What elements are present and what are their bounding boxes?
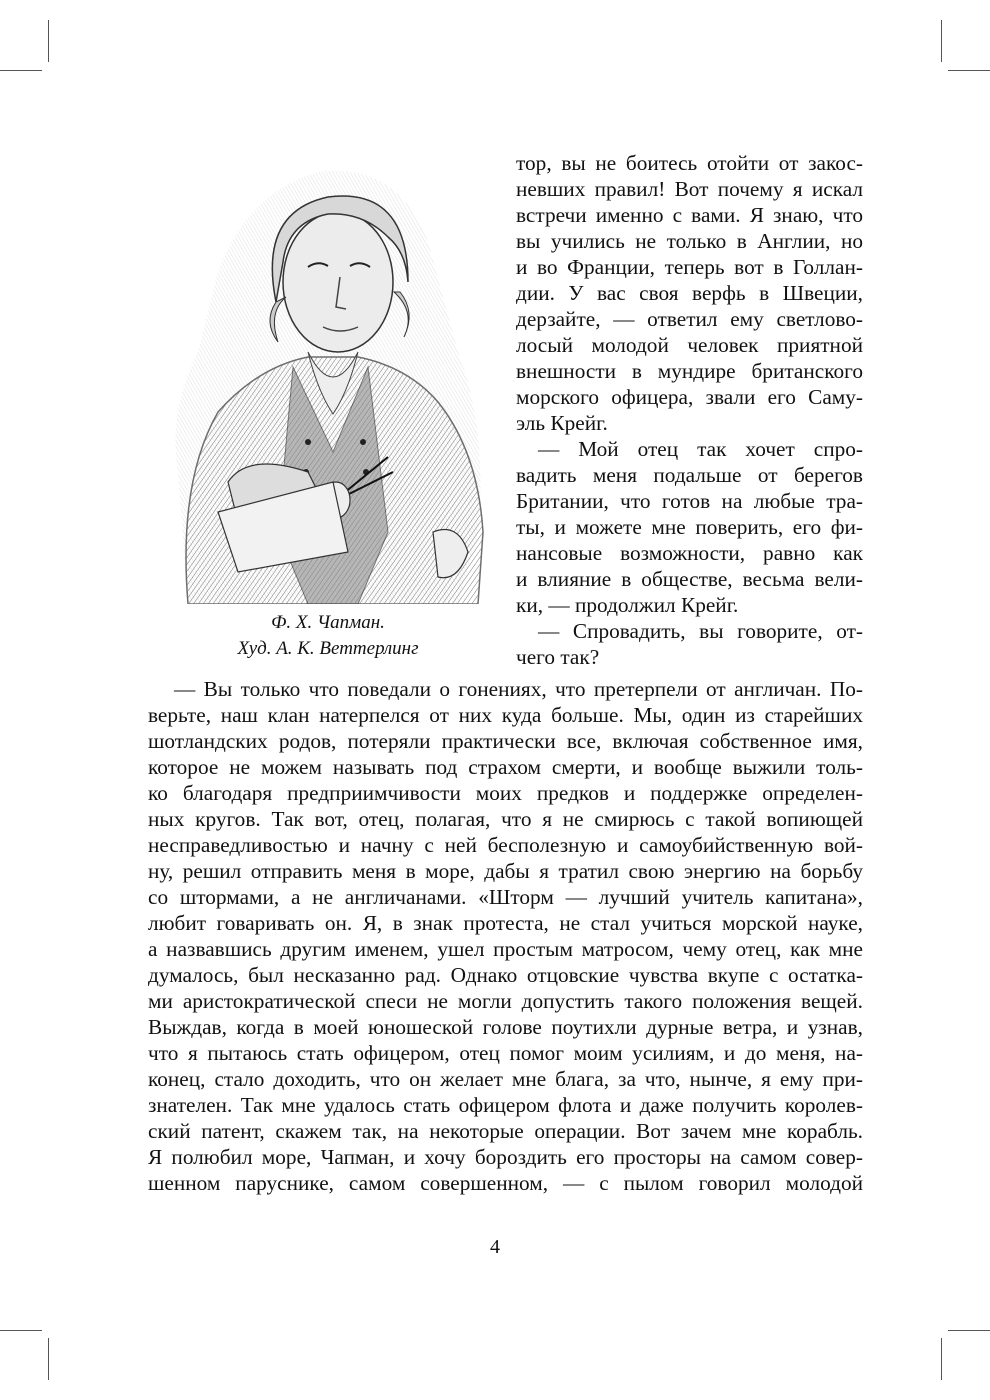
text-line: и во Франции, теперь вот в Голлан- (516, 255, 863, 279)
text-line: чего так? (516, 645, 600, 669)
crop-mark (941, 20, 942, 62)
crop-mark (948, 70, 990, 71)
text-line: думалось, был несказанно рад. Однако отцовские чувства вкупе с остатка- (148, 963, 863, 987)
text-line: что я пытаюсь стать офицером, отец помог моим усилиям, и до меня, на- (148, 1041, 863, 1065)
text-line: со штормами, а не англичанами. «Шторм — лучший учитель капитана», (148, 885, 863, 909)
text-line: ну, решил отправить меня в море, дабы я тратил свою энергию на борьбу (148, 859, 863, 883)
caption-line: Ф. Х. Чапман. (271, 612, 385, 633)
text-line: дии. У вас своя верфь в Швеции, (516, 281, 863, 305)
figure-caption (158, 610, 498, 662)
text-line: конец, стало доходить, что он желает мне блага, за что, нынче, я ему при- (148, 1067, 863, 1091)
text-line: — Спровадить, вы говорите, от- (538, 619, 863, 643)
text-line: ных кругов. Так вот, отец, полагая, что я не смирюсь с такой вопиющей (148, 807, 863, 831)
text-line: ко благодаря предприимчивости моих предков и поддержке определен- (148, 781, 863, 805)
text-line: морского офицера, звали его Саму- (516, 385, 863, 409)
text-line: вадить меня подальше от берегов (516, 463, 863, 487)
text-line: тор, вы не боитесь отойти от закос- (516, 151, 863, 175)
text-line: а назвавшись другим именем, ушел простым матросом, чему отец, как мне (148, 937, 863, 961)
crop-mark (941, 1338, 942, 1380)
text-line: ки, — продолжил Крейг. (516, 593, 739, 617)
text-line: ты, и можете мне поверить, его фи- (516, 515, 863, 539)
text-line: ский патент, скажем так, на некоторые операции. Вот зачем мне корабль. (148, 1119, 863, 1143)
text-line: и влияние в обществе, весьма вели- (516, 567, 863, 591)
text-line: ми аристократической спеси не могли допустить такого положения вещей. (148, 989, 863, 1013)
text-line: эль Крейг. (516, 411, 608, 435)
portrait-engraving (158, 152, 498, 604)
text-line: невших правил! Вот почему я искал (516, 177, 863, 201)
text-line: встречи именно с вами. Я знаю, что (516, 203, 863, 227)
text-line: знателен. Так мне удалось стать офицером флота и даже получить королев- (148, 1093, 863, 1117)
crop-mark (48, 20, 49, 62)
text-line: нансовые возможности, равно как (516, 541, 863, 565)
text-line: Я полюбил море, Чапман, и хочу бороздить его просторы на самом совер- (148, 1145, 863, 1169)
text-line: — Вы только что поведали о гонениях, что претерпели от англичан. По- (174, 677, 863, 701)
text-line: дерзайте, — ответил ему светлово- (516, 307, 863, 331)
text-line: вы учились не только в Англии, но (516, 229, 863, 253)
crop-mark (0, 1330, 42, 1331)
page-number: 4 (490, 1236, 500, 1258)
text-line: лосый молодой человек приятной (516, 333, 863, 357)
text-line: внешности в мундире британского (516, 359, 863, 383)
text-line: несправедливостью и начну с ней бесполезную и самоубийственную вой- (148, 833, 863, 857)
text-line: Выждав, когда в моей юношеской голове поутихли дурные ветра, и узнав, (148, 1015, 863, 1039)
text-line: шенном паруснике, самом совершенном, — с пылом говорил молодой (148, 1171, 863, 1195)
text-line: которое не можем называть под страхом смерти, и вообще выжили толь- (148, 755, 863, 779)
text-line: любит говаривать он. Я, в знак протеста, не стал учиться морской науке, (148, 911, 863, 935)
crop-mark (48, 1338, 49, 1380)
text-line: — Мой отец так хочет спро- (538, 437, 863, 461)
crop-mark (0, 70, 42, 71)
crop-mark (948, 1330, 990, 1331)
text-line: шотландских родов, потеряли практически все, включая собственное имя, (148, 729, 863, 753)
text-line: Британии, что готов на любые тра- (516, 489, 863, 513)
text-line: верьте, наш клан натерпелся от них куда больше. Мы, один из старейших (148, 703, 863, 727)
caption-line: Худ. А. К. Веттерлинг (237, 638, 419, 659)
